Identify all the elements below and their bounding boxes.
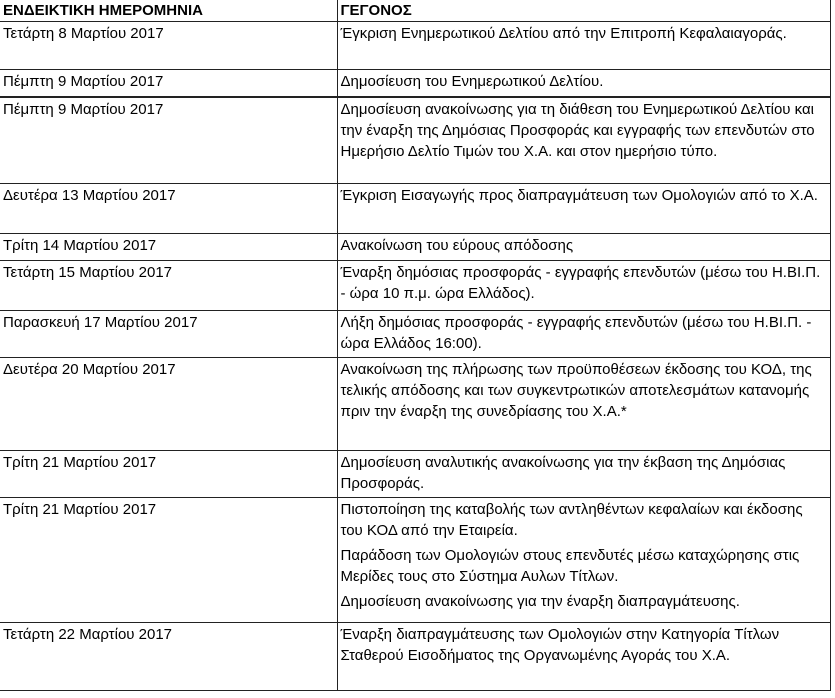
- event-text: Έγκριση Ενημερωτικού Δελτίου από την Επιτροπή Κεφαλαιαγοράς.: [340, 25, 787, 42]
- event-cell: [337, 184, 831, 234]
- event-text: Δημοσίευση αναλυτικής ανακοίνωσης για την έκβαση της Δημόσιας Προσφοράς.: [340, 454, 786, 492]
- date-cell: Παρασκευή 17 Μαρτίου 2017: [0, 311, 337, 358]
- event-cell: [337, 623, 831, 691]
- event-cell: [337, 70, 831, 97]
- table-row: [0, 623, 831, 691]
- event-text: Παράδοση των Ομολογιών στους επενδυτές μέσω καταχώρησης στις Μερίδες τους στο Σύστημα Αυλων Τίτλων.: [340, 547, 800, 585]
- table-row: [0, 261, 831, 311]
- event-cell: [337, 234, 831, 261]
- date-cell: Τετάρτη 15 Μαρτίου 2017: [0, 261, 337, 311]
- event-text: Ανακοίνωση της πλήρωσης των προϋποθέσεων έκδοσης του ΚΟΔ, της τελικής απόδοσης και των συγκεντρωτικών αποτελεσμάτων κατανομής πριν την έναρξη της συνεδρίασης του Χ.Α.*: [340, 361, 812, 420]
- date-cell: Τετάρτη 8 Μαρτίου 2017: [0, 22, 337, 70]
- event-cell: [337, 261, 831, 311]
- event-text: Έγκριση Εισαγωγής προς διαπραγμάτευση των Ομολογιών από το Χ.Α.: [340, 187, 818, 204]
- event-text: Πιστοποίηση της καταβολής των αντληθέντων κεφαλαίων και έκδοσης του ΚΟΔ από την Εταιρεία.: [340, 501, 803, 539]
- event-text: Λήξη δημόσιας προσφοράς - εγγραφής επενδυτών (μέσω του Η.ΒΙ.Π. - ώρα Ελλάδος 16:00).: [340, 314, 812, 352]
- event-cell: [337, 97, 831, 184]
- table-row: [0, 498, 831, 623]
- header-row: [0, 0, 831, 22]
- table-row: [0, 97, 831, 184]
- event-cell: [337, 358, 831, 451]
- table-row: [0, 184, 831, 234]
- event-cell: [337, 311, 831, 358]
- event-cell: [337, 22, 831, 70]
- date-cell: Πέμπτη 9 Μαρτίου 2017: [0, 97, 337, 184]
- header-event: ΓΕΓΟΝΟΣ: [337, 0, 831, 22]
- table-row: [0, 70, 831, 97]
- event-text: Δημοσίευση ανακοίνωσης για τη διάθεση του Ενημερωτικού Δελτίου και την έναρξη της Δημόσιας Προσφοράς και εγγραφής των επενδυτών στο Ημερήσιο Δελτίο Τιμών του Χ.Α. και στον ημερήσιο τύπο.: [340, 100, 815, 160]
- event-text: Δημοσίευση του Ενημερωτικού Δελτίου.: [340, 73, 604, 90]
- event-text: Έναρξη δημόσιας προσφοράς - εγγραφής επενδυτών (μέσω του Η.ΒΙ.Π. - ώρα 10 π.μ. ώρα Ελλάδος).: [340, 264, 821, 302]
- date-cell: Δευτέρα 13 Μαρτίου 2017: [0, 184, 337, 234]
- date-cell: Τρίτη 21 Μαρτίου 2017: [0, 451, 337, 498]
- event-cell: [337, 498, 831, 623]
- table-row: [0, 311, 831, 358]
- table-row: [0, 451, 831, 498]
- table-row: [0, 234, 831, 261]
- table-row: [0, 358, 831, 451]
- date-cell: Τρίτη 14 Μαρτίου 2017: [0, 234, 337, 261]
- event-text: Ανακοίνωση του εύρους απόδοσης: [340, 237, 574, 254]
- header-date: ΕΝΔΕΙΚΤΙΚΗ ΗΜΕΡΟΜΗΝΙΑ: [0, 0, 337, 22]
- date-cell: Πέμπτη 9 Μαρτίου 2017: [0, 70, 337, 97]
- date-cell: Τετάρτη 22 Μαρτίου 2017: [0, 623, 337, 691]
- table-row: [0, 22, 831, 70]
- event-text: Δημοσίευση ανακοίνωσης για την έναρξη διαπραγμάτευσης.: [340, 593, 740, 610]
- date-cell: Τρίτη 21 Μαρτίου 2017: [0, 498, 337, 623]
- date-cell: Δευτέρα 20 Μαρτίου 2017: [0, 358, 337, 451]
- event-text: Έναρξη διαπραγμάτευσης των Ομολογιών στην Κατηγορία Τίτλων Σταθερού Εισοδήματος της Οργανωμένης Αγοράς του Χ.Α.: [340, 626, 780, 664]
- event-cell: [337, 451, 831, 498]
